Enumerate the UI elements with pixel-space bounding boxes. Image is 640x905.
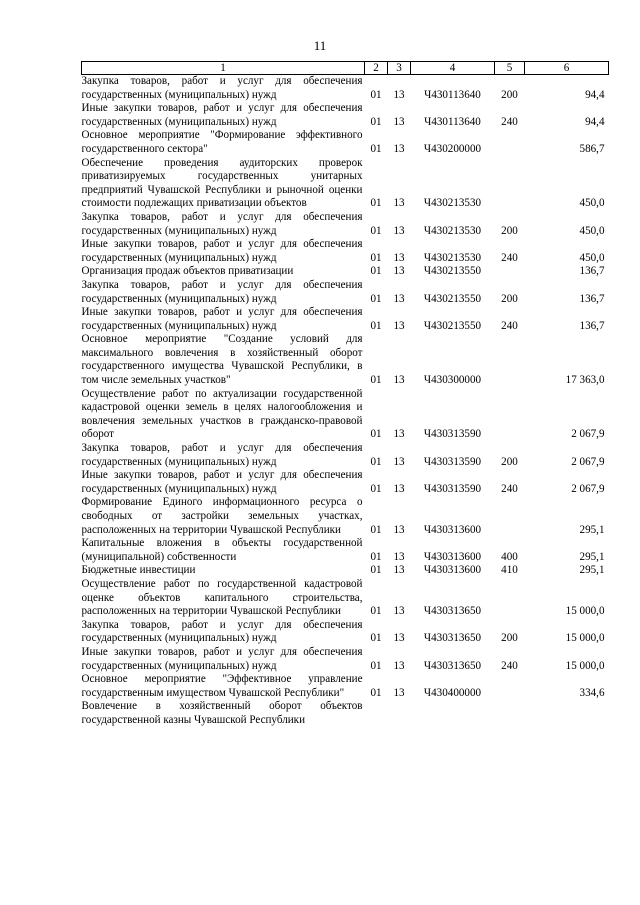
table-row	[82, 306, 609, 333]
section-code: 01	[370, 115, 382, 128]
row-description: Основное мероприятие "Формирование эффективного государственного сектора"	[81, 129, 363, 155]
expense-type-code: 200	[501, 455, 518, 468]
row-description: Вовлечение в хозяйственный оборот объектов государственной казны Чувашской Республики	[81, 700, 363, 726]
target-article-code: Ч430400000	[423, 686, 482, 699]
section-code: 01	[370, 88, 382, 101]
column-header: 2	[365, 62, 388, 75]
section-code: 01	[370, 428, 382, 441]
target-article-code: Ч430113640	[424, 88, 481, 101]
row-description: Закупка товаров, работ и услуг для обеспечения государственных (муниципальных) нужд	[81, 210, 363, 237]
amount: 2 067,9	[571, 455, 605, 468]
section-code: 01	[370, 224, 382, 237]
amount: 15 000,0	[565, 632, 605, 645]
subsection-code: 13	[393, 632, 405, 645]
target-article-code: Ч430313600	[423, 550, 482, 563]
row-description: Организация продаж объектов приватизации	[81, 265, 294, 278]
amount: 136,7	[579, 265, 605, 278]
section-code: 01	[370, 686, 382, 699]
budget-table	[81, 61, 609, 728]
expense-type-code: 400	[501, 550, 518, 563]
amount: 15 000,0	[565, 659, 605, 672]
amount: 94,4	[585, 88, 605, 101]
table-row	[82, 279, 609, 306]
amount: 94,4	[585, 115, 605, 128]
page-number: 11	[313, 38, 327, 53]
subsection-code: 13	[393, 374, 405, 387]
row-description: Иные закупки товаров, работ и услуг для обеспечения государственных (муниципальных) нужд	[81, 306, 363, 332]
section-code: 01	[370, 605, 382, 618]
target-article-code: Ч430213530	[423, 251, 482, 264]
table-row	[82, 537, 609, 564]
column-header: 3	[388, 62, 411, 75]
row-description: Иные закупки товаров, работ и услуг для обеспечения государственных (муниципальных) нужд	[81, 102, 363, 128]
row-description: Основное мероприятие "Эффективное управление государственным имуществом Чувашской Республики"	[81, 673, 363, 699]
amount	[525, 700, 609, 727]
section-code: 01	[370, 265, 382, 278]
row-description: Закупка товаров, работ и услуг для обеспечения государственных (муниципальных) нужд	[81, 278, 363, 305]
table-row	[82, 102, 609, 129]
table-row	[82, 578, 609, 619]
table-header-row	[82, 62, 609, 75]
table-row	[82, 469, 609, 496]
subsection-code: 13	[393, 659, 405, 672]
expense-type-code: 200	[501, 224, 518, 237]
section-code: 01	[370, 482, 382, 495]
subsection-code: 13	[393, 142, 405, 155]
row-description: Закупка товаров, работ и услуг для обеспечения государственных (муниципальных) нужд	[81, 618, 363, 645]
subsection-code: 13	[393, 251, 405, 264]
table-body	[82, 75, 609, 728]
expense-type-code: 200	[501, 632, 518, 645]
target-article-code	[411, 700, 495, 727]
table-row	[82, 564, 609, 578]
section-code: 01	[370, 374, 382, 387]
row-description: Иные закупки товаров, работ и услуг для обеспечения государственных (муниципальных) нужд	[81, 469, 363, 495]
table-row	[82, 265, 609, 279]
section-code: 01	[370, 659, 382, 672]
amount: 2 067,9	[571, 428, 605, 441]
target-article-code: Ч430213550	[423, 265, 482, 278]
target-article-code: Ч430313590	[423, 482, 482, 495]
row-description: Закупка товаров, работ и услуг для обеспечения государственных (муниципальных) нужд	[81, 442, 363, 468]
subsection-code: 13	[393, 88, 405, 101]
amount: 2 067,9	[571, 482, 605, 495]
table-row	[82, 496, 609, 537]
subsection-code: 13	[393, 265, 405, 278]
column-header: 5	[495, 62, 525, 75]
target-article-code: Ч430213530	[423, 224, 482, 237]
section-code: 01	[370, 564, 382, 577]
table-row	[82, 646, 609, 673]
subsection-code: 13	[393, 686, 405, 699]
amount: 586,7	[579, 142, 605, 155]
subsection-code: 13	[393, 523, 405, 536]
target-article-code: Ч430213550	[423, 319, 482, 332]
table-row	[82, 442, 609, 469]
target-article-code: Ч430313650	[423, 632, 482, 645]
table-row	[82, 388, 609, 442]
subsection-code: 13	[393, 428, 405, 441]
row-description: Капитальные вложения в объекты государственной (муниципальной) собственности	[81, 537, 363, 563]
row-description: Бюджетные инвестиции	[81, 564, 196, 577]
amount: 334,6	[579, 686, 605, 699]
subsection-code: 13	[393, 224, 405, 237]
table-row	[82, 333, 609, 387]
row-description: Осуществление работ по государственной кадастровой оценке объектов капитального строительства, расположенных на территории Чувашской Республики	[81, 577, 363, 618]
table-row	[82, 673, 609, 700]
expense-type-code	[495, 496, 525, 537]
section-code: 01	[370, 632, 382, 645]
target-article-code: Ч430313650	[423, 659, 482, 672]
section-code: 01	[370, 197, 382, 210]
amount: 15 000,0	[565, 605, 605, 618]
section-code: 01	[370, 523, 382, 536]
section-code	[365, 700, 388, 727]
amount: 17 363,0	[565, 374, 605, 387]
subsection-code: 13	[393, 482, 405, 495]
section-code: 01	[370, 319, 382, 332]
table-row	[82, 238, 609, 265]
target-article-code: Ч430213550	[423, 292, 482, 305]
subsection-code: 13	[393, 319, 405, 332]
target-article-code: Ч430200000	[423, 142, 482, 155]
expense-type-code: 240	[501, 115, 518, 128]
expense-type-code: 240	[501, 659, 518, 672]
amount: 295,1	[579, 550, 605, 563]
table-row	[82, 619, 609, 646]
subsection-code: 13	[393, 455, 405, 468]
subsection-code: 13	[393, 197, 405, 210]
expense-type-code	[495, 578, 525, 619]
row-description: Формирование Единого информационного ресурса о свободных от застройки земельных участках, расположенных на территории Чувашской Республики	[81, 496, 363, 536]
table-row	[82, 157, 609, 211]
target-article-code: Ч430313590	[423, 428, 482, 441]
expense-type-code: 240	[501, 251, 518, 264]
expense-type-code	[495, 129, 525, 156]
target-article-code: Ч430213530	[423, 197, 482, 210]
subsection-code: 13	[393, 605, 405, 618]
expense-type-code: 410	[501, 564, 518, 577]
expense-type-code: 200	[501, 292, 518, 305]
expense-type-code: 200	[501, 88, 518, 101]
column-header: 1	[82, 62, 365, 75]
target-article-code: Ч430113640	[424, 115, 481, 128]
expense-type-code: 240	[501, 319, 518, 332]
expense-type-code	[495, 157, 525, 211]
table-row	[82, 700, 609, 727]
column-header: 6	[525, 62, 609, 75]
amount: 136,7	[579, 319, 605, 332]
target-article-code: Ч430313590	[423, 455, 482, 468]
section-code: 01	[370, 251, 382, 264]
column-header: 4	[411, 62, 495, 75]
row-description: Осуществление работ по актуализации государственной кадастровой оценки земель в целях налогообложения и вовлечения земельных участков в гражданско-правовой оборот	[81, 387, 363, 441]
amount: 295,1	[579, 564, 605, 577]
table-row	[82, 129, 609, 156]
expense-type-code	[495, 333, 525, 387]
subsection-code: 13	[393, 292, 405, 305]
subsection-code	[388, 700, 411, 727]
target-article-code: Ч430313650	[423, 605, 482, 618]
expense-type-code: 240	[501, 482, 518, 495]
amount: 295,1	[579, 523, 605, 536]
amount: 450,0	[579, 224, 605, 237]
table-row	[82, 211, 609, 238]
subsection-code: 13	[393, 550, 405, 563]
expense-type-code	[495, 673, 525, 700]
amount: 136,7	[579, 292, 605, 305]
section-code: 01	[370, 292, 382, 305]
amount: 450,0	[579, 197, 605, 210]
subsection-code: 13	[393, 115, 405, 128]
expense-type-code	[495, 265, 525, 279]
target-article-code: Ч430313600	[423, 564, 482, 577]
target-article-code: Ч430300000	[423, 374, 482, 387]
row-description: Основное мероприятие "Создание условий для максимального вовлечения в хозяйственный оборот государственного имущества Чувашской Республики, в том числе земельных участков"	[81, 333, 363, 387]
section-code: 01	[370, 455, 382, 468]
row-description: Закупка товаров, работ и услуг для обеспечения государственных (муниципальных) нужд	[81, 75, 363, 101]
row-description: Иные закупки товаров, работ и услуг для обеспечения государственных (муниципальных) нужд	[81, 238, 363, 264]
section-code: 01	[370, 550, 382, 563]
amount: 450,0	[579, 251, 605, 264]
row-description: Обеспечение проведения аудиторских проверок приватизируемых государственных унитарных предприятий Чувашской Республики и рыночной оценки стоимости подлежащих приватизации объектов	[81, 156, 363, 210]
expense-type-code	[495, 388, 525, 442]
row-description: Иные закупки товаров, работ и услуг для обеспечения государственных (муниципальных) нужд	[81, 645, 363, 672]
target-article-code: Ч430313600	[423, 523, 482, 536]
subsection-code: 13	[393, 564, 405, 577]
expense-type-code	[495, 700, 525, 727]
section-code: 01	[370, 142, 382, 155]
table-row	[82, 75, 609, 103]
